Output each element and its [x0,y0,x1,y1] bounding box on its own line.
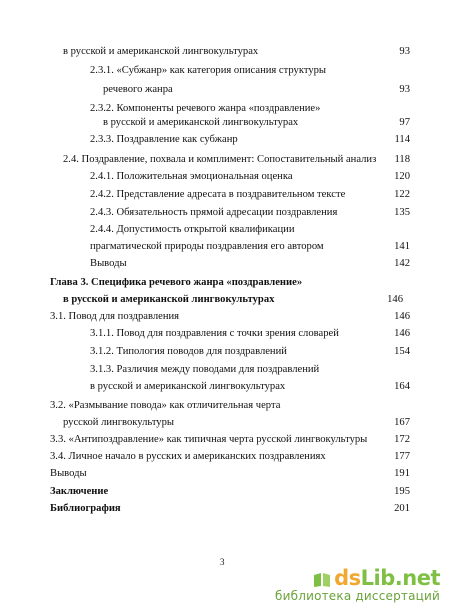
watermark [275,567,440,603]
toc-entry-page: 146 [394,311,410,322]
toc-entry-page: 177 [394,451,410,462]
toc-entry-text: 3.1.3. Различия между поводами для поздравлений [90,364,320,375]
toc-entry-page: 201 [394,503,410,514]
toc-entry-page: 141 [394,241,410,252]
toc-entry-page: 118 [394,154,410,165]
toc-entry-text: Выводы [90,258,127,269]
toc-entry-page: 191 [394,468,410,479]
toc-entry-text: Заключение [50,486,109,497]
toc-entry-text: 2.4.4. Допустимость открытой квалификации [90,224,295,235]
toc-entry-text: прагматической природы поздравления его автором [90,241,324,252]
toc-entry-text: 2.4.3. Обязательность прямой адресации поздравления [90,207,338,218]
toc-entry-page: 146 [387,294,403,305]
toc-entry-page: 135 [394,207,410,218]
toc-entry-text: Библиография [50,503,121,514]
toc-entry-page: 142 [394,258,410,269]
toc-entry-text: 2.3.1. «Субжанр» как категория описания структуры [90,65,327,76]
toc-entry-page: 154 [394,346,410,357]
toc-entry-page: 93 [399,46,410,57]
toc-entry-text: 2.3.3. Поздравление как субжанр [90,134,238,145]
toc-entry-page: 146 [394,328,410,339]
toc-entry-page: 114 [394,134,410,145]
toc-entry-text: в русской и американской лингвокультурах [103,117,299,128]
toc-entry-text: 3.1. Повод для поздравления [50,311,180,322]
toc-entry-page: 120 [394,171,410,182]
toc-entry-text: 2.3.2. Компоненты речевого жанра «поздравление» [90,103,321,114]
toc-entry-text: 2.4.1. Положительная эмоциональная оценка [90,171,293,182]
toc-entry-text: 2.4. Поздравление, похвала и комплимент: Сопоставительный анализ [63,154,377,165]
toc-entry-page: 195 [394,486,410,497]
toc-entry-text: Выводы [50,468,87,479]
toc-entry-page: 93 [399,84,410,95]
toc-entry-text: 3.3. «Антипоздравление» как типичная черта русской лингвокультуры [50,434,368,445]
toc-entry-text: 3.1.1. Повод для поздравления с точки зрения словарей [90,328,339,339]
watermark-subtitle: библиотека диссертаций [275,589,440,603]
page-number: 3 [220,557,225,567]
toc-entry-text: 3.4. Личное начало в русских и американских поздравлениях [50,451,326,462]
toc-entry-page: 97 [399,117,410,128]
toc-entry-text: 3.2. «Размывание повода» как отличительная черта [50,400,281,411]
toc-entry-text: в русской и американской лингвокультурах [90,381,286,392]
watermark-logo: dsLib.net [334,566,440,590]
toc-entry-text: 3.1.2. Типология поводов для поздравлений [90,346,287,357]
toc-entry-text: в русской и американской лингвокультурах [63,46,259,57]
toc-entry-page: 167 [394,417,410,428]
toc-entry-page: 164 [394,381,410,392]
toc-entry-text: русской лингвокультуры [63,417,175,428]
toc-entry-page: 172 [394,434,410,445]
chapter-heading: Глава 3. Специфика речевого жанра «поздравление» [50,277,303,288]
toc-entry-text: 2.4.2. Представление адресата в поздравительном тексте [90,189,346,200]
toc-entry-page: 122 [394,189,410,200]
toc-entry-text: речевого жанра [103,84,173,95]
chapter-heading: в русской и американской лингвокультурах [63,294,275,305]
